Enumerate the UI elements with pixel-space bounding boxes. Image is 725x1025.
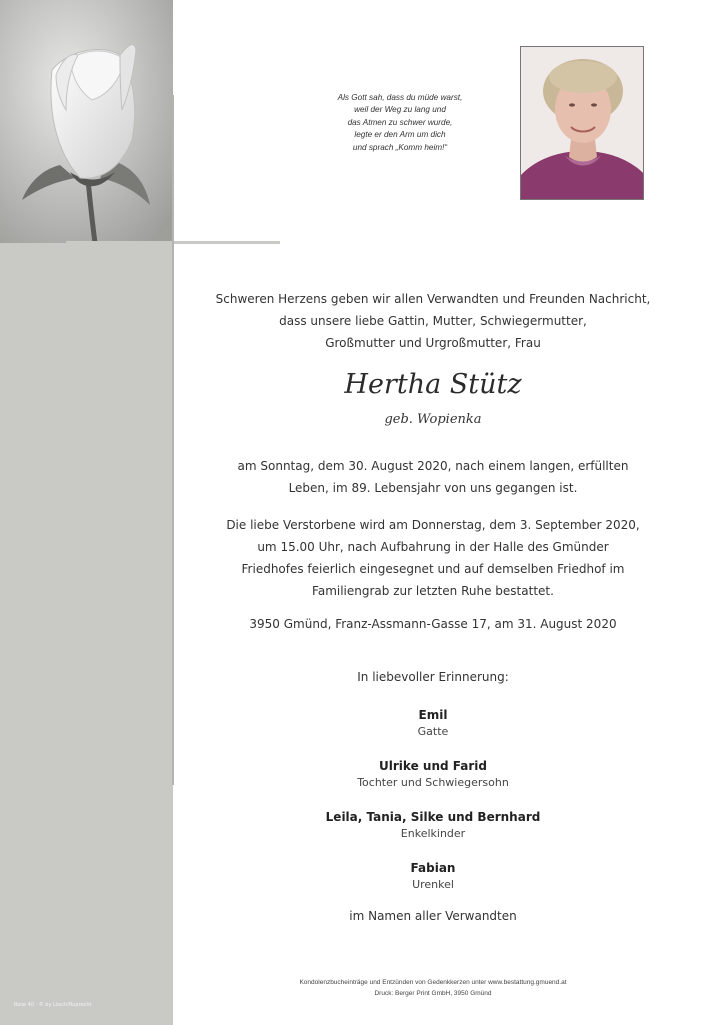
quote-line: Als Gott sah, dass du müde warst,	[337, 93, 463, 102]
mourner-name: Leila, Tania, Silke und Bernhard	[325, 810, 541, 824]
mourner-entry	[200, 706, 666, 740]
place-date: 3950 Gmünd, Franz-Assmann-Gasse 17, am 31. August 2020	[249, 617, 617, 631]
quote-line: legte er den Arm um dich	[354, 130, 446, 140]
mourner-entry	[200, 808, 666, 842]
memory-heading: In liebevoller Erinnerung:	[357, 670, 509, 684]
mourner-entry	[200, 757, 666, 791]
footer-condolence: Kondolenzbucheinträge und Entzünden von Gedenkkerzen unter www.bestattung.gmuend.at	[299, 979, 567, 986]
mourner-relation: Enkelkinder	[400, 827, 466, 840]
rose-icon	[0, 0, 173, 243]
portrait-icon	[521, 47, 644, 200]
sidebar-credit: Rose 40 · © by Lösch/Ruprecht	[14, 1002, 92, 1008]
death-notice	[200, 455, 666, 499]
footer-printer: Druck: Berger Print GmbH, 3950 Gmünd	[374, 990, 492, 997]
deceased-name: Hertha Stütz	[344, 369, 522, 400]
funeral-line: um 15.00 Uhr, nach Aufbahrung in der Halle des Gmünder	[257, 540, 609, 554]
memorial-quote	[300, 92, 500, 154]
funeral-line: Die liebe Verstorbene wird am Donnerstag, dem 3. September 2020,	[226, 518, 640, 532]
quote-line: und sprach „Komm heim!“	[352, 142, 448, 152]
quote-line: das Atmen zu schwer wurde,	[347, 117, 453, 127]
funeral-details	[200, 514, 666, 602]
mourner-name: Fabian	[410, 861, 456, 875]
sidebar-edge-line	[172, 95, 174, 785]
portrait-photo	[520, 46, 644, 200]
intro-line: Großmutter und Urgroßmutter, Frau	[325, 336, 541, 350]
mourner-name: Emil	[418, 708, 448, 722]
maiden-name: geb. Wopienka	[384, 412, 482, 427]
intro-line: Schweren Herzens geben wir allen Verwandten und Freunden Nachricht,	[215, 292, 651, 306]
death-notice-line: Leben, im 89. Lebensjahr von uns gegangen ist.	[288, 481, 578, 495]
mourner-relation: Tochter und Schwiegersohn	[357, 776, 509, 789]
closing-text: im Namen aller Verwandten	[349, 909, 517, 923]
death-notice-line: am Sonntag, dem 30. August 2020, nach einem langen, erfüllten	[237, 459, 629, 473]
quote-line: weil der Weg zu lang und	[354, 105, 446, 115]
funeral-line: Friedhofes feierlich eingesegnet und auf demselben Friedhof im	[241, 562, 625, 576]
mourner-name: Ulrike und Farid	[379, 759, 487, 773]
mourner-entry	[200, 859, 666, 893]
mourner-relation: Gatte	[417, 725, 449, 738]
funeral-line: Familiengrab zur letzten Ruhe bestattet.	[312, 584, 554, 598]
intro-line: dass unsere liebe Gattin, Mutter, Schwiegermutter,	[279, 314, 587, 328]
intro-text	[200, 288, 666, 354]
mourner-relation: Urenkel	[412, 878, 454, 891]
rose-image	[0, 0, 173, 243]
